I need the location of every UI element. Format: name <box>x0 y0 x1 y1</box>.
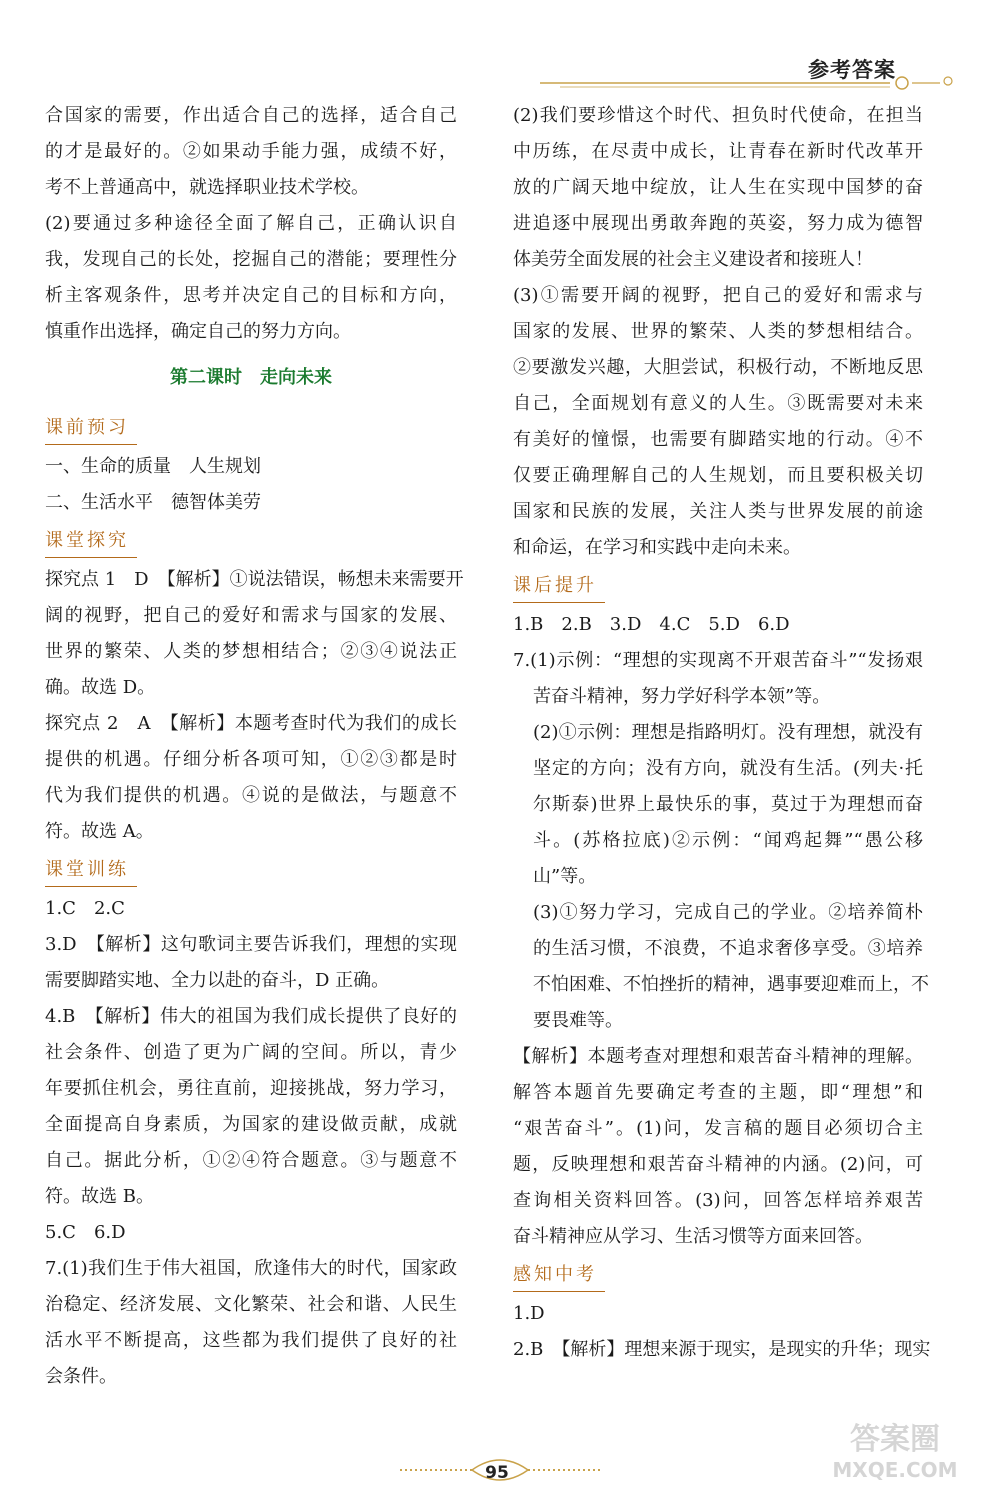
text-line: (2)①示例：理想是指路明灯。没有理想，就没有 <box>533 722 923 743</box>
text-line: 代为我们提供的机遇。④说的是做法，与题意不 <box>45 785 457 806</box>
text-line: 7.(1)示例：“理想的实现离不开艰苦奋斗”“发扬艰 <box>513 650 923 671</box>
text-line: 合国家的需要，作出适合自己的选择，适合自己 <box>45 105 457 126</box>
text-line: 尔斯泰)世界上最快乐的事，莫过于为理想而奋 <box>533 794 923 815</box>
text-line: 4.B 【解析】伟大的祖国为我们成长提供了良好的 <box>45 1006 457 1027</box>
text-line: 考不上普通高中，就选择职业技术学校。 <box>45 177 369 198</box>
text-line: 坚定的方向；没有方向，就没有生活。(列夫·托 <box>533 758 923 779</box>
section-heading-exam: 感知中考 <box>513 1261 605 1292</box>
left-column <box>45 98 464 1395</box>
text-line: 国家和民族的发展，关注人类与世界发展的前途 <box>513 501 923 522</box>
lesson-title: 第二课时 走向未来 <box>170 367 332 388</box>
text-line: 要畏难等。 <box>533 1010 623 1031</box>
analysis-paragraph <box>513 1039 923 1255</box>
text-line: 析主客观条件，思考并决定自己的目标和方向， <box>45 285 457 306</box>
intro-paragraph-2 <box>45 206 457 350</box>
training-answers <box>45 891 457 1395</box>
text-line: 我，发现自己的长处，挖掘自己的潜能；要理性分 <box>45 249 457 270</box>
text-line: 放的广阔天地中绽放，让人生在实现中国梦的奋 <box>513 177 923 198</box>
text-line: 确。故选 D。 <box>45 677 156 698</box>
text-line: 解答本题首先要确定考查的主题，即“理想”和 <box>513 1082 923 1103</box>
intro-paragraph <box>45 98 457 206</box>
text-line: 自己。据此分析，①②④符合题意。③与题意不 <box>45 1150 457 1171</box>
text-line: 中历练，在尽责中成长，让青春在新时代改革开 <box>513 141 923 162</box>
text-line: 苦奋斗精神，努力学好科学本领”等。 <box>533 686 831 707</box>
text-line: 符。故选 A。 <box>45 821 154 842</box>
watermark-logo <box>800 1415 990 1485</box>
section-heading-after-class: 课后提升 <box>513 572 605 603</box>
text-line: 符。故选 B。 <box>45 1186 154 1207</box>
text-line: (3)①需要开阔的视野，把自己的爱好和需求与 <box>513 285 923 306</box>
text-line: 和命运，在学习和实践中走向未来。 <box>513 537 801 558</box>
page-number: 95 <box>485 1463 509 1483</box>
text-line: 查询相关资料回答。(3)问，回答怎样培养艰苦 <box>513 1190 923 1211</box>
text-line: 1.C 2.C <box>45 898 125 919</box>
answer-q7-3 <box>513 895 929 1039</box>
right-column <box>513 98 931 1368</box>
text-line: 年要抓住机会，勇往直前，迎接挑战，努力学习， <box>45 1078 457 1099</box>
text-line: 的生活习惯，不浪费，不追求奢侈享受。③培养 <box>533 938 923 959</box>
text-line: 需要脚踏实地、全力以赴的奋斗，D 正确。 <box>45 970 390 991</box>
answer-7-2 <box>513 98 923 278</box>
answer-q7-2 <box>513 715 923 895</box>
text-line: 阔的视野，把自己的爱好和需求与国家的发展、 <box>45 605 457 626</box>
text-line: 国家的发展、世界的繁荣、人类的梦想相结合。 <box>513 321 923 342</box>
text-line: 探究点 1 D 【解析】①说法错误，畅想未来需要开 <box>45 569 464 590</box>
text-line: 7.(1)我们生于伟大祖国，欣逢伟大的时代，国家政 <box>45 1258 457 1279</box>
text-line: 5.C 6.D <box>45 1222 126 1243</box>
text-line: 提供的机遇。仔细分析各项可知，①②③都是时 <box>45 749 457 770</box>
text-line: 社会条件、创造了更为广阔的空间。所以，青少 <box>45 1042 457 1063</box>
text-line: 进追逐中展现出勇敢奔跑的英姿，努力成为德智 <box>513 213 923 234</box>
section-heading-training: 课堂训练 <box>45 856 137 887</box>
text-line: 题，反映理想和艰苦奋斗精神的内涵。(2)问，可 <box>513 1154 923 1175</box>
text-line: 探究点 2 A 【解析】本题考查时代为我们的成长 <box>45 713 457 734</box>
text-line: 活水平不断提高，这些都为我们提供了良好的社 <box>45 1330 457 1351</box>
text-line: 慎重作出选择，确定自己的努力方向。 <box>45 321 351 342</box>
section-heading-explore: 课堂探究 <box>45 527 137 558</box>
explore-point-2 <box>45 706 457 850</box>
section-heading-preview: 课前预习 <box>45 414 137 445</box>
text-line: 的才是最好的。②如果动手能力强，成绩不好， <box>45 141 457 162</box>
exam-answers <box>513 1296 931 1368</box>
text-line: 世界的繁荣、人类的梦想相结合；②③④说法正 <box>45 641 457 662</box>
watermark-text: 答案圈 <box>850 1422 940 1457</box>
text-line: 会条件。 <box>45 1366 117 1387</box>
header-title: 参考答案 <box>808 58 896 82</box>
text-line: 1.B 2.B 3.D 4.C 5.D 6.D <box>513 614 790 635</box>
text-line: 2.B 【解析】理想来源于现实，是现实的升华；现实 <box>513 1339 931 1360</box>
text-line: 仅要正确理解自己的人生规划，而且要积极关切 <box>513 465 923 486</box>
text-line: 二、生活水平 德智体美劳 <box>45 492 261 513</box>
text-line: 奋斗精神应从学习、生活习惯等方面来回答。 <box>513 1226 873 1247</box>
text-line: 全面提高自身素质，为国家的建设做贡献，成就 <box>45 1114 457 1135</box>
after-class-answers <box>513 607 923 715</box>
text-line: 【解析】本题考查对理想和艰苦奋斗精神的理解。 <box>513 1046 923 1067</box>
text-line: 治稳定、经济发展、文化繁荣、社会和谐、人民生 <box>45 1294 457 1315</box>
text-line: ②要激发兴趣，大胆尝试，积极行动，不断地反思 <box>513 357 923 378</box>
answer-7-3 <box>513 278 923 566</box>
text-line: 1.D <box>513 1303 545 1324</box>
watermark-site: MXQE.COM <box>832 1458 958 1482</box>
text-line: (2)要通过多种途径全面了解自己，正确认识自 <box>45 213 457 234</box>
text-line: 斗。(苏格拉底)②示例：“闻鸡起舞”“愚公移 <box>533 830 923 851</box>
header-decorative-rule <box>540 70 960 96</box>
explore-point-1 <box>45 562 464 706</box>
text-line: 不怕困难、不怕挫折的精神，遇事要迎难而上，不 <box>533 974 929 995</box>
text-line: (3)①努力学习，完成自己的学业。②培养简朴 <box>533 902 923 923</box>
text-line: 一、生命的质量 人生规划 <box>45 456 261 477</box>
text-line: 山”等。 <box>533 866 597 887</box>
text-line: 自己，全面规划有意义的人生。③既需要对未来 <box>513 393 923 414</box>
text-line: 3.D 【解析】这句歌词主要告诉我们，理想的实现 <box>45 934 457 955</box>
text-line: (2)我们要珍惜这个时代、担负时代使命，在担当 <box>513 105 923 126</box>
text-line: 体美劳全面发展的社会主义建设者和接班人！ <box>513 249 873 270</box>
text-line: 有美好的憧憬，也需要有脚踏实地的行动。④不 <box>513 429 923 450</box>
text-line: “艰苦奋斗”。(1)问，发言稿的题目必须切合主 <box>513 1118 923 1139</box>
